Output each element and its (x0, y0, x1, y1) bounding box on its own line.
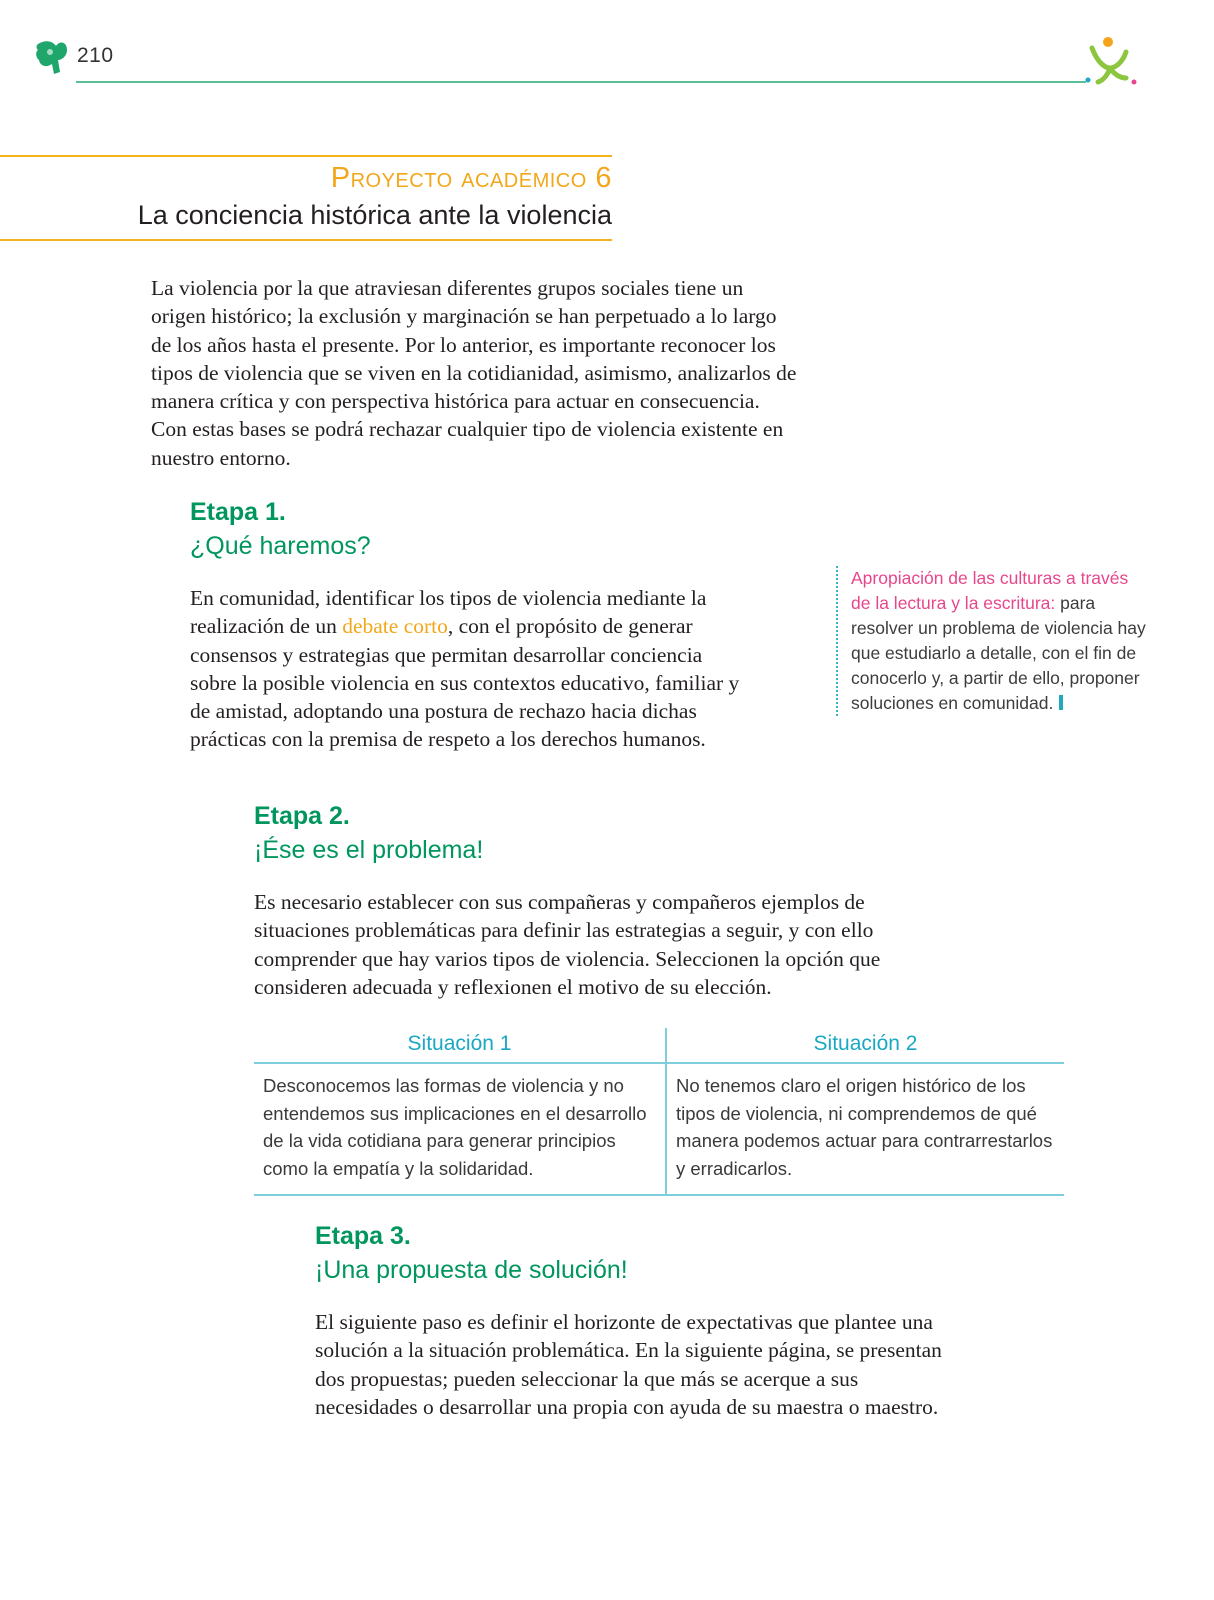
situation2-header: Situación 2 (667, 1028, 1064, 1064)
title-top-rule (0, 155, 612, 157)
leaf-icon (34, 38, 70, 76)
stage3-paragraph: El siguiente paso es definir el horizonte de expectativas que plantee una solución a la situación problemática. En la siguiente página, se presentan dos propuestas; pueden seleccionar la que más se acerque a sus necesidades o desarrollar una propia con ayuda de su maestra o maestro. (315, 1310, 942, 1419)
side-note-accent: Apropiación de las culturas a través de la lectura y la escritura: (851, 568, 1129, 613)
project-title: La conciencia histórica ante la violencia (137, 200, 612, 230)
debate-highlight: debate corto (342, 614, 448, 639)
stage1-subtitle: ¿Qué haremos? (190, 532, 371, 560)
side-note (836, 566, 1151, 716)
stage1-title: Etapa 1. (190, 498, 286, 526)
corner-logo-icon (1082, 34, 1140, 90)
header-divider (76, 81, 1086, 83)
stage2-subtitle: ¡Ése es el problema! (254, 836, 484, 864)
project-label: Proyecto académico 6 (330, 162, 612, 194)
title-bottom-rule (0, 239, 612, 241)
intro-paragraph: La violencia por la que atraviesan diferentes grupos sociales tiene un origen histórico; la exclusión y marginación se han perpetuado a lo largo de los años hasta el presente. Por lo anterior, es importante reconocer los tipos de violencia que se viven en la cotidianidad, asimismo, analizarlos de manera crítica y con perspectiva histórica para actuar en consecuencia. Con estas bases se podrá rechazar cualquier tipo de violencia existente en nuestro entorno. (151, 276, 797, 470)
page-number: 210 (77, 44, 114, 67)
situation2-cell: No tenemos claro el origen histórico de los tipos de violencia, ni comprendemos de qué manera podemos actuar para contrarrestarlos y erradicarlos. (676, 1075, 1053, 1179)
stage1-text-after: , con el propósito de generar consensos y estrategias que permitan desarrollar conciencia sobre la posible violencia en sus contextos educativo, familiar y de amistad, adoptando una postura de rechazo hacia dichas prácticas con la premisa de respeto a los derechos humanos. (190, 614, 740, 752)
stage1-paragraph (190, 584, 750, 754)
stage2-paragraph: Es necesario establecer con sus compañeras y compañeros ejemplos de situaciones problemáticas para definir las estrategias a seguir, y con ello comprender que hay varios tipos de violencia. Seleccionen la opción que consideren adecuada y reflexionen el motivo de su elección. (254, 890, 881, 999)
stage1-text-before: En comunidad, identificar los tipos de violencia mediante la realización de un (190, 586, 707, 639)
situation1-header: Situación 1 (254, 1028, 667, 1064)
end-mark-icon (1059, 695, 1063, 710)
side-note-text: para resolver un problema de violencia hay que estudiarlo a detalle, con el fin de conocerlo y, a partir de ello, proponer soluciones en comunidad. (851, 593, 1146, 713)
situation1-cell: Desconocemos las formas de violencia y no entendemos sus implicaciones en el desarrollo de la vida cotidiana para generar principios como la empatía y la solidaridad. (254, 1064, 667, 1194)
stage3-title: Etapa 3. (315, 1222, 411, 1250)
situations-table (254, 1028, 1064, 1196)
stage2-title: Etapa 2. (254, 802, 350, 830)
table-bottom-rule (254, 1194, 1064, 1196)
stage3-subtitle: ¡Una propuesta de solución! (315, 1256, 628, 1284)
